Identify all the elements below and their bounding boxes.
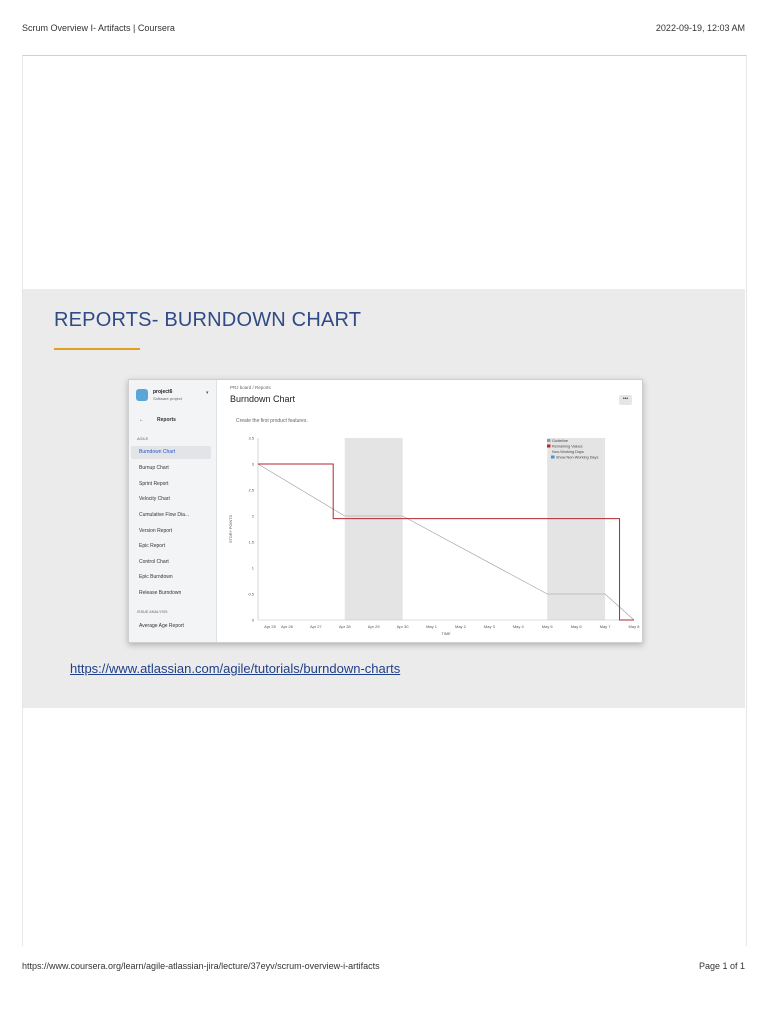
more-button: ••• bbox=[619, 395, 632, 405]
nav-item: Average Age Report bbox=[139, 623, 184, 629]
x-tick-label: May 5 bbox=[541, 624, 553, 629]
y-axis-label: STORY POINTS bbox=[229, 514, 233, 544]
y-tick-label: 1 bbox=[251, 565, 254, 571]
burndown-link: https://www.atlassian.com/agile/tutorials/burndown-charts bbox=[70, 661, 401, 676]
nav-item: Cumulative Flow Dia... bbox=[139, 512, 190, 518]
project-avatar-icon bbox=[136, 389, 148, 401]
x-tick-label: Apr 26 bbox=[281, 624, 293, 629]
section-agile: AGILE bbox=[137, 437, 149, 441]
project-name: project6 bbox=[153, 389, 173, 395]
nav-item: Epic Burndown bbox=[139, 574, 173, 580]
title-accent-line bbox=[54, 348, 140, 350]
y-tick-label: 0.5 bbox=[248, 591, 254, 597]
arrow-left-icon: ← bbox=[139, 417, 144, 423]
x-tick-label: Apr 30 bbox=[396, 624, 409, 629]
page-number: Page 1 of 1 bbox=[698, 961, 745, 971]
nav-item: Version Report bbox=[139, 528, 173, 534]
y-tick-label: 1.5 bbox=[248, 539, 254, 545]
nav-item: Release Burndown bbox=[139, 590, 182, 596]
back-to-reports: Reports bbox=[157, 417, 176, 423]
breadcrumb: PRJ board / Reports bbox=[230, 385, 271, 390]
jira-sidebar bbox=[129, 380, 217, 642]
legend-swatch bbox=[547, 439, 551, 442]
x-tick-label: May 7 bbox=[599, 624, 611, 629]
non-working-days-band bbox=[547, 438, 605, 620]
nav-item: Epic Report bbox=[139, 543, 166, 549]
x-tick-label: May 2 bbox=[455, 624, 466, 629]
x-tick-label: May 1 bbox=[426, 624, 437, 629]
nav-item: Velocity Chart bbox=[139, 496, 170, 502]
x-tick-label: May 6 bbox=[570, 624, 582, 629]
y-tick-label: 3 bbox=[251, 461, 254, 467]
x-tick-label: May 3 bbox=[483, 624, 495, 629]
legend-item: Non-Working Days bbox=[552, 450, 584, 454]
non-working-days-band bbox=[345, 438, 403, 620]
y-tick-label: 2 bbox=[251, 513, 254, 519]
chevron-down-icon: ▾ bbox=[206, 390, 209, 396]
legend-item: Show Non-Working Days bbox=[556, 455, 599, 460]
jira-screenshot bbox=[128, 379, 643, 643]
legend-swatch bbox=[551, 456, 555, 459]
x-tick-label: Apr 27 bbox=[309, 624, 322, 629]
nav-item: Burnup Chart bbox=[139, 465, 169, 471]
page-url: https://www.coursera.org/learn/agile-atlassian-jira/lecture/37eyv/scrum-overview-i-artifacts bbox=[22, 961, 380, 971]
nav-item: Control Chart bbox=[139, 559, 169, 565]
legend-item: Remaining Values bbox=[552, 444, 583, 449]
legend-item: Guideline bbox=[552, 439, 569, 443]
x-tick-label: May 4 bbox=[512, 624, 524, 629]
legend-swatch bbox=[547, 445, 551, 448]
x-tick-label: Apr 28 bbox=[338, 624, 351, 629]
nav-item: Sprint Report bbox=[139, 481, 169, 487]
slide-title: REPORTS- BURNDOWN CHART bbox=[54, 309, 362, 331]
project-type: Software project bbox=[153, 396, 182, 401]
y-tick-label: 2.5 bbox=[248, 487, 254, 493]
page-description: Create the first product features. bbox=[236, 418, 308, 424]
burndown-chart bbox=[224, 430, 642, 640]
nav-item: Burndown Chart bbox=[131, 446, 211, 459]
x-axis-label: TIME bbox=[441, 632, 451, 636]
section-issue-analysis: ISSUE ANALYSIS bbox=[137, 610, 168, 614]
print-datetime: 2022-09-19, 12:03 AM bbox=[655, 23, 745, 33]
y-tick-label: 3.5 bbox=[248, 435, 254, 441]
y-tick-label: 0 bbox=[251, 617, 254, 623]
x-tick-label: May 8 bbox=[628, 624, 640, 629]
x-tick-label: Apr 29 bbox=[367, 624, 380, 629]
document-title: Scrum Overview I- Artifacts | Coursera bbox=[22, 23, 175, 33]
x-tick-label: Apr 25 bbox=[264, 624, 276, 629]
slide bbox=[23, 289, 745, 708]
page-title: Burndown Chart bbox=[230, 394, 296, 404]
